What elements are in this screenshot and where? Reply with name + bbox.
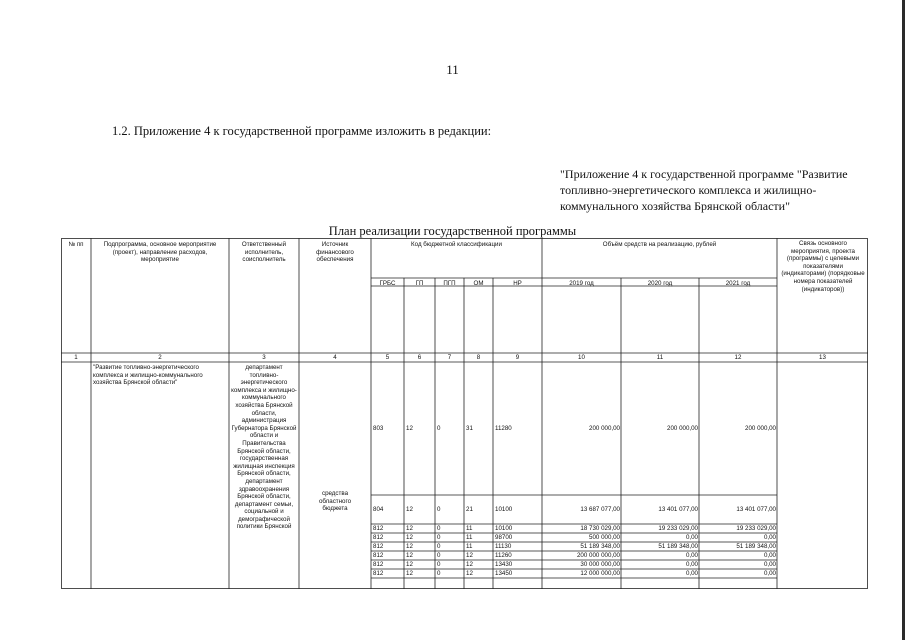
cell-2019: 500 000,00	[589, 534, 620, 541]
cell-2020: 0,00	[685, 570, 698, 577]
cell-pgp: 0	[437, 561, 441, 568]
cell-nr: 98700	[495, 534, 513, 541]
cell-2019: 200 000,00	[589, 425, 620, 432]
cell-om: 11	[466, 543, 473, 550]
header-2020: 2020 год	[647, 280, 673, 287]
cell-2019: 200 000 000,00	[576, 552, 620, 559]
cell-om: 31	[466, 425, 473, 432]
cell-2019: 30 000 000,00	[580, 561, 620, 568]
cell-gp: 12	[406, 543, 413, 550]
header-2021: 2021 год	[725, 280, 751, 287]
col-number: 9	[515, 354, 520, 361]
cell-2021: 19 233 029,00	[736, 525, 776, 532]
cell-gp: 12	[406, 552, 413, 559]
cell-2019: 18 730 029,00	[580, 525, 620, 532]
header-link: Связь основного мероприятия, проекта (программы) с целевыми показателями (индикаторами) (порядковые номера показателей (индикаторов))	[781, 240, 865, 293]
cell-nr: 13450	[495, 570, 513, 577]
cell-pgp: 0	[437, 425, 441, 432]
cell-nr: 10100	[495, 506, 513, 513]
cell-nr: 13430	[495, 561, 513, 568]
cell-2020: 200 000,00	[667, 425, 698, 432]
cell-nr: 11260	[495, 552, 512, 559]
cell-grbs: 812	[373, 543, 384, 550]
cell-grbs: 812	[373, 534, 384, 541]
cell-2019: 51 189 348,00	[580, 543, 620, 550]
cell-nr: 11280	[495, 425, 512, 432]
col-number: 8	[476, 354, 481, 361]
col-number: 2	[158, 354, 162, 361]
appendix-note: "Приложение 4 к государственной программе "Развитие топливно-энергетического комплекса и жилищно-коммунального хозяйства Брянской области"	[560, 167, 848, 213]
col-number: 4	[333, 354, 337, 361]
col-number: 10	[578, 354, 585, 361]
header-subprogram: Подпрограмма, основное мероприятие (проект), направление расходов, мероприятие	[103, 241, 217, 264]
cell-om: 12	[466, 552, 473, 559]
header-no: № пп	[68, 241, 84, 248]
cell-pgp: 0	[437, 552, 441, 559]
col-number: 7	[447, 354, 452, 361]
cell-om: 11	[466, 525, 473, 532]
col-number: 13	[819, 354, 826, 361]
header-grbs: ГРБС	[379, 280, 396, 287]
cell-nr: 11130	[495, 543, 512, 550]
col-number: 1	[74, 354, 78, 361]
col-number: 6	[417, 354, 422, 361]
cell-om: 12	[466, 570, 473, 577]
header-source: Источник финансового обеспечения	[316, 241, 354, 264]
cell-nr: 10100	[495, 525, 513, 532]
cell-2021: 0,00	[763, 534, 776, 541]
cell-pgp: 0	[437, 543, 441, 550]
cell-grbs: 804	[373, 506, 384, 513]
cell-2021: 200 000,00	[745, 425, 776, 432]
plan-table	[61, 238, 868, 590]
cell-2020: 0,00	[685, 561, 698, 568]
cell-gp: 12	[406, 525, 413, 532]
cell-om: 12	[466, 561, 473, 568]
plan-title: План реализации государственной программы	[328, 224, 577, 238]
header-om: ОМ	[473, 280, 484, 287]
executor-text: департамент топливно-энергетического комплекса и жилищно-коммунального хозяйства Брянской области, администрация Губернатора Брянской области и Правительства Брянской области, государственная жилищная инспекция Брянской области, департамент здравоохранения Брянской области, департамент семьи, социальной и демографической политики Брянской	[231, 364, 297, 531]
cell-grbs: 812	[373, 570, 384, 577]
source-text: средства областного бюджета	[318, 490, 352, 513]
header-2019: 2019 год	[569, 280, 594, 287]
cell-grbs: 803	[373, 425, 384, 432]
cell-gp: 12	[406, 425, 413, 432]
cell-grbs: 812	[373, 561, 384, 568]
cell-2021: 0,00	[763, 561, 776, 568]
col-number: 5	[385, 354, 390, 361]
cell-2021: 0,00	[763, 570, 776, 577]
header-executor: Ответственный исполнитель, соисполнитель	[241, 241, 287, 264]
cell-pgp: 0	[437, 570, 441, 577]
cell-gp: 12	[406, 561, 413, 568]
cell-2020: 0,00	[685, 534, 698, 541]
cell-2021: 13 401 077,00	[736, 506, 776, 513]
cell-2021: 0,00	[763, 552, 776, 559]
col-number: 3	[262, 354, 266, 361]
cell-2019: 12 000 000,00	[580, 570, 620, 577]
cell-gp: 12	[406, 534, 413, 541]
page-number: 11	[446, 62, 459, 77]
subprogram-name: "Развитие топливно-энергетического комплекса и жилищно-коммунального хозяйства Брянской области"	[93, 364, 203, 387]
cell-gp: 12	[406, 506, 413, 513]
cell-gp: 12	[406, 570, 413, 577]
cell-2019: 13 687 077,00	[580, 506, 620, 513]
cell-om: 21	[466, 506, 473, 513]
cell-grbs: 812	[373, 525, 384, 532]
cell-2020: 51 189 348,00	[658, 543, 698, 550]
intro-text: 1.2. Приложение 4 к государственной программе изложить в редакции:	[112, 124, 492, 138]
header-nr: НР	[513, 280, 522, 287]
cell-pgp: 0	[437, 534, 441, 541]
col-number: 11	[656, 354, 664, 361]
header-budget-code: Код бюджетной классификации	[411, 241, 502, 248]
header-amount: Объём средств на реализацию, рублей	[602, 241, 717, 248]
cell-2021: 51 189 348,00	[736, 543, 776, 550]
cell-pgp: 0	[437, 506, 441, 513]
cell-2020: 13 401 077,00	[658, 506, 698, 513]
cell-pgp: 0	[437, 525, 441, 532]
cell-grbs: 812	[373, 552, 384, 559]
cell-om: 11	[466, 534, 473, 541]
cell-2020: 19 233 029,00	[658, 525, 698, 532]
header-gp: ГП	[415, 280, 424, 287]
cell-2020: 0,00	[685, 552, 698, 559]
header-pgp: ПГП	[443, 280, 456, 287]
col-number: 12	[734, 354, 742, 361]
